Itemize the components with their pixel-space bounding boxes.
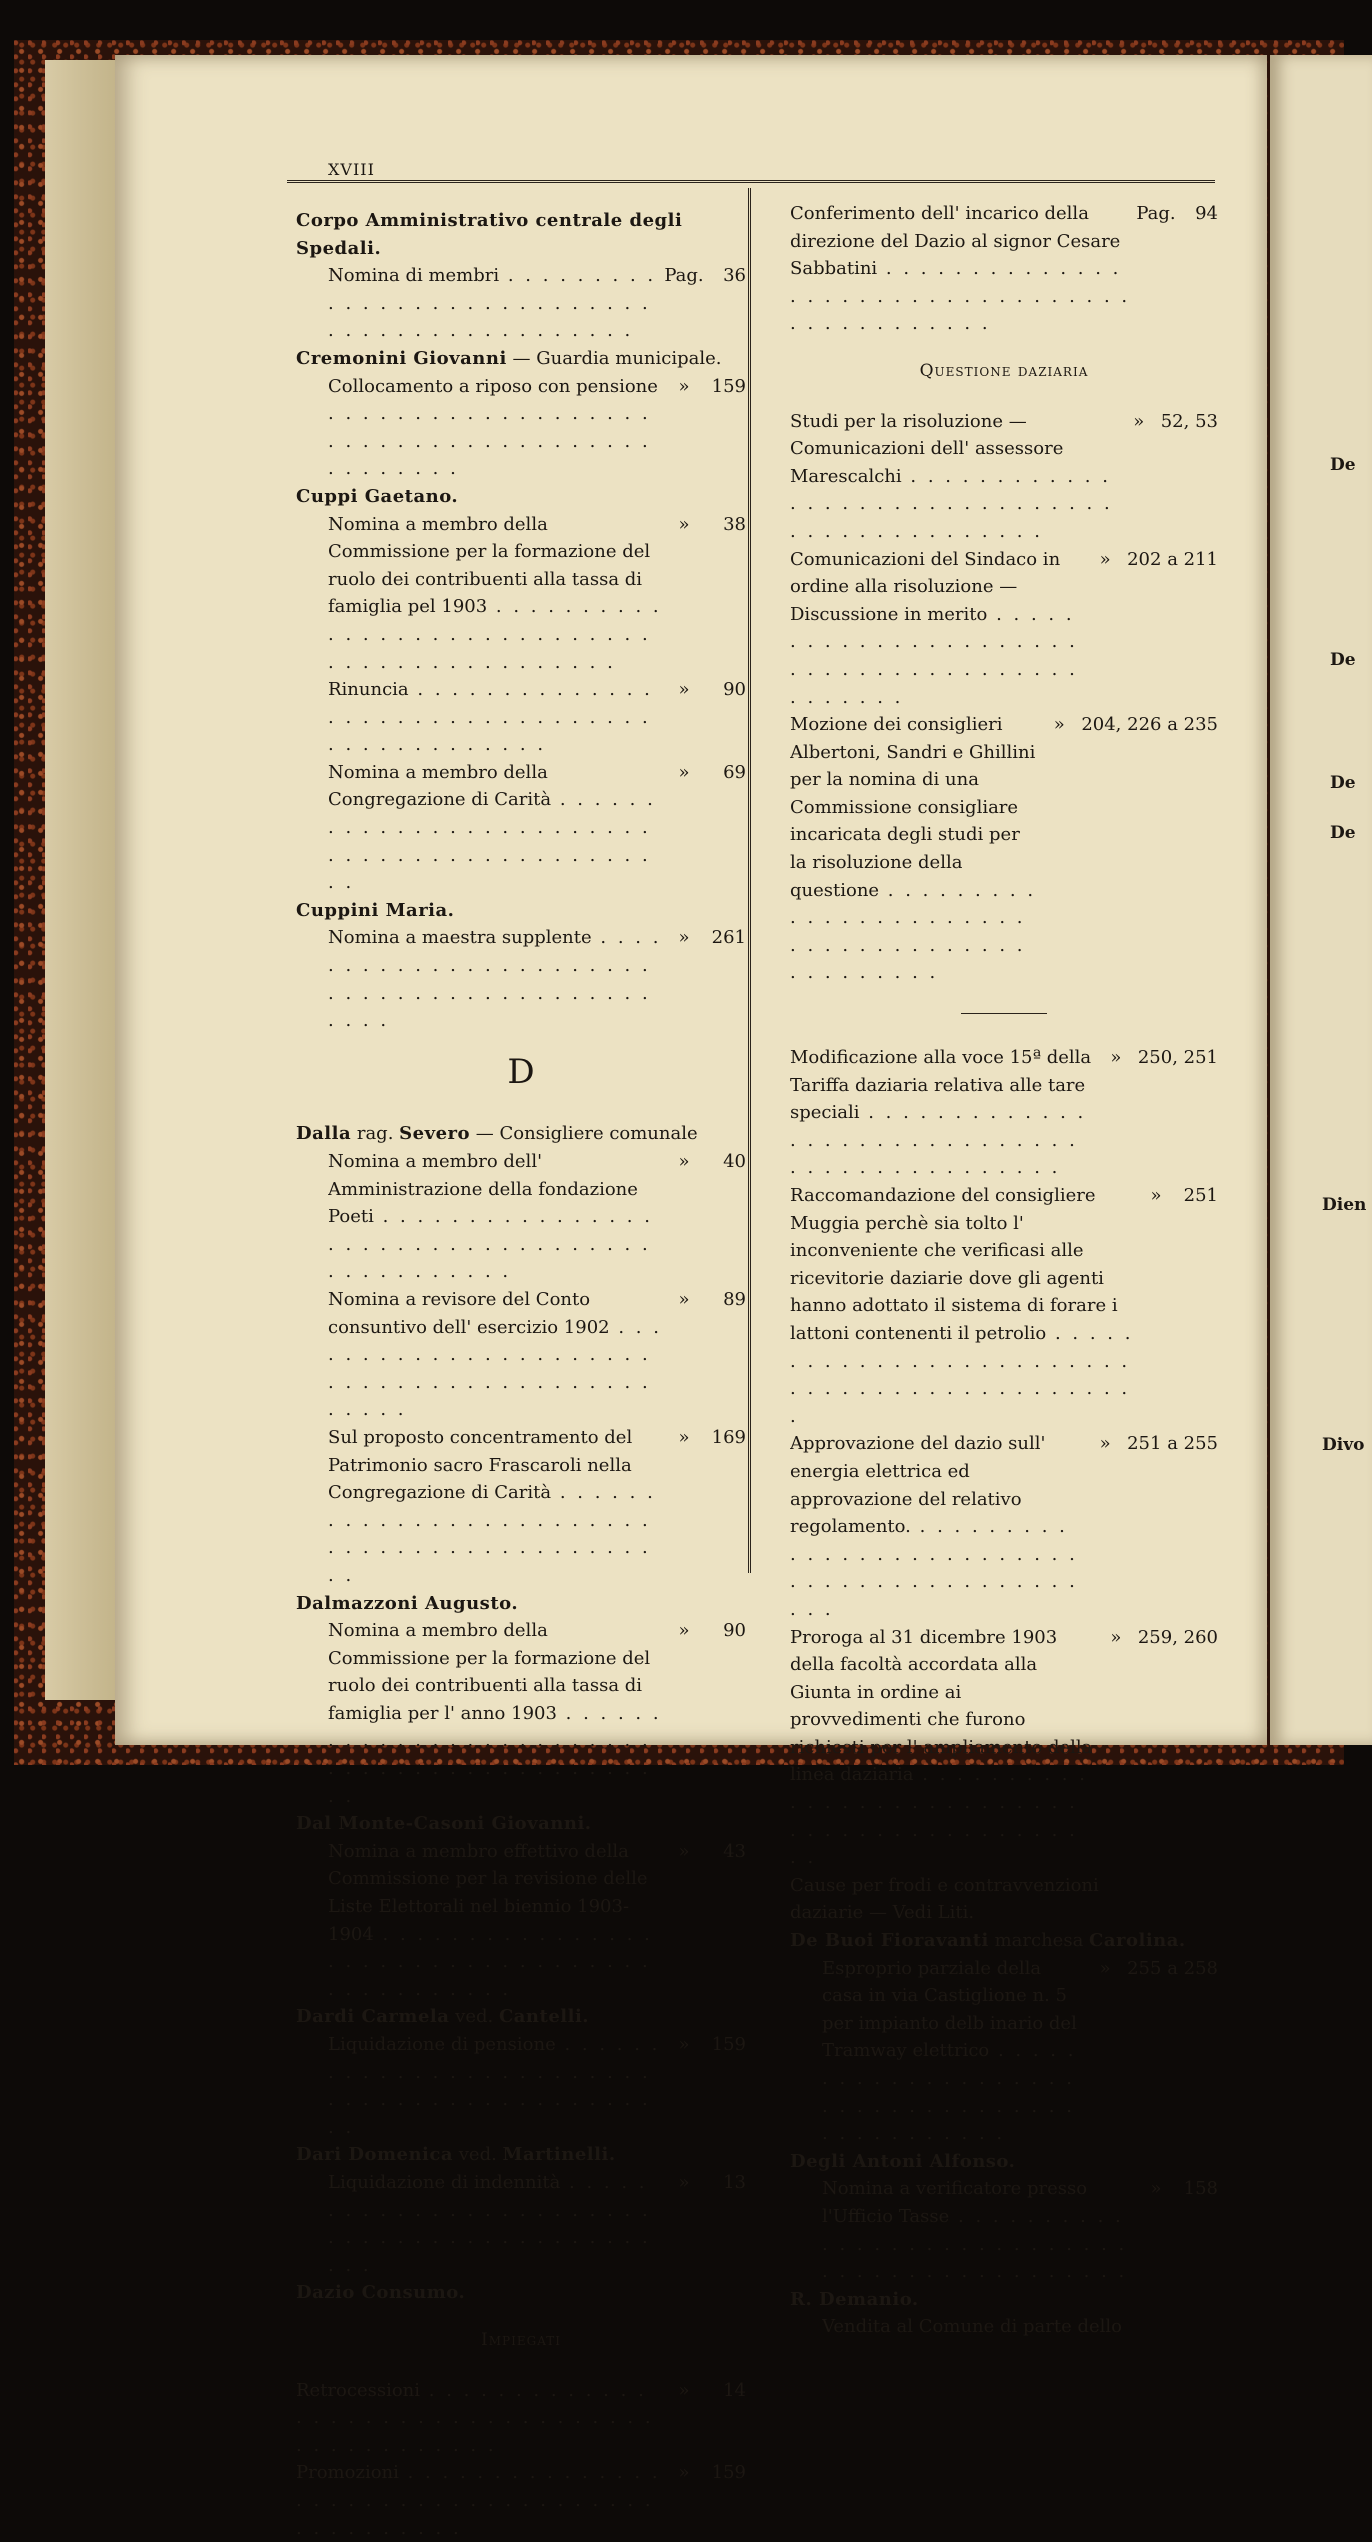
- page-reference: 40: [723, 1151, 746, 1172]
- entry-name: Corpo Amministrativo centrale degli Spedali.: [296, 210, 683, 259]
- page-reference: 259, 260: [1137, 1626, 1218, 1648]
- index-subentry: [790, 1182, 1218, 1430]
- page-reference: 13: [723, 2171, 746, 2193]
- index-subentry: [790, 1872, 1218, 1927]
- page-marker: »: [678, 1288, 690, 1310]
- subentry-text: Nomina di membri . . .: [328, 262, 662, 345]
- subentry-text: Nomina a membro della Commissione per la formazione del ruolo dei contribuenti alla tassa di famiglia per l' anno 1903 . . .: [328, 1617, 662, 1810]
- index-entry: [790, 1927, 1218, 2148]
- index-subentry: [790, 408, 1218, 546]
- subentry-text: Sul proposto concentramento del Patrimonio sacro Frascaroli nella Congregazione di Carità . . .: [328, 1424, 662, 1590]
- page-reference: 250, 251: [1137, 1047, 1218, 1069]
- entry-name: Dari Domenica: [296, 2144, 454, 2166]
- entry-name: Cuppini Maria.: [296, 899, 455, 921]
- subentry-text: Conferimento dell' incarico della direzione del Dazio al signor Cesare Sabbatini . . .: [790, 200, 1134, 338]
- facing-page-fragment: De: [1330, 455, 1356, 475]
- page-reference: 159: [711, 2034, 746, 2055]
- subentry-text: Rinuncia . . .: [328, 676, 662, 759]
- page-reference: 89: [723, 1288, 746, 1310]
- entry-heading: [296, 1810, 746, 1838]
- page-marker: »: [678, 927, 690, 949]
- entry-heading: [790, 2286, 1218, 2314]
- index-entry: [296, 2141, 746, 2279]
- page-marker: »: [1150, 1185, 1162, 1206]
- page-reference: 69: [723, 761, 746, 783]
- page-marker: »: [1053, 714, 1065, 736]
- entry-qualifier: ved.: [449, 2006, 499, 2028]
- subentry-text: Retrocessioni . . .: [296, 2377, 662, 2460]
- entry-name: Degli Antoni Alfonso.: [790, 2150, 1016, 2172]
- page-marker: »: [1099, 1957, 1111, 1979]
- facing-page: [1270, 55, 1372, 1745]
- entry-name: Dalmazzoni Augusto.: [296, 1592, 519, 1614]
- page-reference: 90: [723, 1620, 746, 1642]
- page-reference: 14: [723, 2379, 746, 2401]
- index-subentry: [296, 511, 746, 677]
- index-subentry: [790, 546, 1218, 712]
- index-entry: [296, 897, 746, 1035]
- section-rule: [961, 1013, 1047, 1014]
- index-subentry: [790, 711, 1218, 987]
- page-marker: »: [678, 2462, 690, 2484]
- entry-name-secondary: Severo: [399, 1123, 471, 1145]
- index-subentry: [790, 1430, 1218, 1623]
- index-subentry: [296, 1286, 746, 1424]
- page-reference: 251 a 255: [1127, 1433, 1218, 1455]
- section-heading: Questione daziaria: [919, 360, 1089, 381]
- page-reference: 38: [723, 513, 746, 535]
- index-entry: [296, 1810, 746, 2003]
- index-subentry: [296, 373, 746, 483]
- subentry-text: Nomina a membro dell' Amministrazione della fondazione Poeti . . .: [328, 1148, 662, 1286]
- page-marker: »: [1099, 1433, 1111, 1455]
- subentry-text: Nomina a maestra supplente . . .: [328, 924, 662, 1034]
- entry-name: Dazio Consumo.: [296, 2282, 466, 2304]
- subentry-text: Promozioni . . .: [296, 2459, 662, 2542]
- subentry-text: Studi per la risoluzione — Comunicazioni dell' assessore Marescalchi . . .: [790, 408, 1117, 546]
- subentry-text: Approvazione del dazio sull' energia elettrica ed approvazione del relativo regolamento. . . .: [790, 1430, 1083, 1623]
- index-entry: [790, 1044, 1218, 1927]
- section-letter: D: [507, 1051, 535, 1092]
- index-subentry: [790, 1624, 1218, 1872]
- index-entry: [790, 2148, 1218, 2286]
- index-subentry: [296, 1424, 746, 1590]
- index-subentry: [790, 200, 1218, 338]
- page-reference: 90: [723, 679, 746, 701]
- page-marker: »: [1099, 548, 1111, 570]
- entry-qualifier: rag.: [351, 1123, 400, 1145]
- entry-heading: [296, 2141, 746, 2169]
- entry-qualifier: — Guardia municipale.: [506, 347, 722, 369]
- index-entry: [296, 2377, 746, 2542]
- facing-page-fragment: Dien: [1322, 1195, 1367, 1215]
- subentry-text: Vendita al Comune di parte dello: [822, 2316, 1122, 2338]
- page-reference: 52, 53: [1160, 410, 1218, 432]
- page-marker: »: [1133, 410, 1145, 432]
- page-reference: 159: [711, 2462, 746, 2484]
- page-reference: 94: [1195, 203, 1218, 224]
- index-entry: [790, 2286, 1218, 2341]
- entry-heading: [296, 897, 746, 925]
- page-marker: »: [678, 375, 690, 397]
- index-column-right: [790, 200, 1218, 2341]
- subentry-text: Liquidazione di pensione . . .: [328, 2031, 662, 2141]
- entry-name: Dal Monte-Casoni Giovanni.: [296, 1813, 592, 1835]
- index-subentry: [790, 2313, 1218, 2341]
- page-reference: 36: [723, 265, 746, 287]
- entry-name: De Buoi Fioravanti: [790, 1930, 989, 1952]
- subentry-text: Mozione dei consiglieri Albertoni, Sandri e Ghillini per la nomina di una Commissione consigliare incaricata degli studi per la risoluzione della questione . . .: [790, 711, 1037, 987]
- entry-heading: [296, 2279, 746, 2307]
- page-marker: »: [678, 2034, 690, 2055]
- page-reference: 261: [711, 927, 746, 949]
- entry-name-secondary: Martinelli.: [502, 2144, 616, 2166]
- facing-page-fragment: De: [1330, 773, 1356, 793]
- subentry-text: Cause per frodi e contravvenzioni daziarie — Vedi Liti.: [790, 1874, 1099, 1924]
- index-entry: [296, 345, 746, 483]
- subentry-text: Nomina a membro effettivo della Commissione per la revisione delle Liste Elettorali nel biennio 1903-1904 . . .: [328, 1838, 662, 2004]
- page-marker: »: [678, 761, 690, 783]
- page-reference: 255 a 258: [1127, 1957, 1218, 1979]
- page-marker: Pag.: [664, 265, 704, 287]
- index-subentry: [296, 262, 746, 345]
- entry-heading: [790, 1927, 1218, 1955]
- entry-heading: [296, 483, 746, 511]
- index-subentry: [296, 2169, 746, 2279]
- entry-heading: [790, 2148, 1218, 2176]
- page-reference: 169: [711, 1426, 746, 1448]
- index-entry: [296, 207, 746, 345]
- page-marker: »: [1150, 2178, 1162, 2200]
- page-reference: 159: [711, 375, 746, 397]
- page-reference: 43: [723, 1840, 746, 1862]
- index-subentry: [296, 2031, 746, 2141]
- page-marker: »: [1110, 1047, 1122, 1069]
- entry-heading: [296, 1590, 746, 1618]
- entry-qualifier: marchesa: [988, 1930, 1090, 1952]
- column-divider: [748, 188, 751, 1573]
- subentry-text: Raccomandazione del consigliere Muggia perchè sia tolto l' inconveniente che verificasi alle ricevitorie daziarie dove gli agenti hanno adottato il sistema di forare i lattoni contenenti il petrolio . . .: [790, 1182, 1134, 1430]
- index-entry: [296, 483, 746, 897]
- index-entry: [790, 200, 1218, 338]
- page-marker: »: [678, 2171, 690, 2193]
- page-marker: Pag.: [1136, 203, 1176, 224]
- index-entry: [296, 1120, 746, 1589]
- entry-name-secondary: Carolina.: [1089, 1930, 1186, 1952]
- page-reference: 158: [1183, 2178, 1218, 2200]
- page-number: XVIII: [328, 160, 375, 179]
- index-subentry: [296, 2459, 746, 2542]
- entry-name: Cuppi Gaetano.: [296, 485, 459, 507]
- page-reference: 202 a 211: [1127, 548, 1218, 570]
- index-subentry: [296, 2377, 746, 2460]
- subentry-text: Modificazione alla voce 15ª della Tariffa daziaria relativa alle tare speciali . . .: [790, 1044, 1094, 1182]
- index-entry: [790, 408, 1218, 987]
- index-subentry: [790, 1044, 1218, 1182]
- subentry-text: Esproprio parziale della casa in via Castiglione n. 5 per impianto delb inario del Tramway elettrico . . .: [822, 1955, 1083, 2148]
- subentry-text: Proroga al 31 dicembre 1903 della facoltà accordata alla Giunta in ordine ai provvedimenti che furono richiesti per l' ampliamento della linea daziaria . . .: [790, 1624, 1094, 1872]
- entry-heading: [296, 2003, 746, 2031]
- page-marker: »: [678, 679, 690, 701]
- entry-name: R. Demanio.: [790, 2288, 919, 2310]
- facing-page-fragment: De: [1330, 823, 1356, 843]
- page-marker: »: [678, 1620, 690, 1642]
- entry-heading: [296, 1120, 746, 1148]
- page-reference: 251: [1183, 1185, 1218, 1206]
- page-marker: »: [678, 1840, 690, 1862]
- index-subentry: [296, 1838, 746, 2004]
- index-column-left: [296, 207, 746, 2542]
- page-reference: 204, 226 a 235: [1081, 714, 1218, 736]
- index-subentry: [296, 924, 746, 1034]
- subentry-text: Nomina a membro della Congregazione di Carità . . .: [328, 759, 662, 897]
- header-rule: [287, 180, 1215, 183]
- subentry-text: Nomina a revisore del Conto consuntivo dell' esercizio 1902 . . .: [328, 1286, 662, 1424]
- index-subentry: [296, 1148, 746, 1286]
- subentry-text: Collocamento a riposo con pensione . . .: [328, 373, 662, 483]
- index-entry: [296, 1590, 746, 1811]
- subentry-text: Nomina a membro della Commissione per la formazione del ruolo dei contribuenti alla tassa di famiglia pel 1903 . . .: [328, 511, 662, 677]
- index-entry: [296, 2003, 746, 2141]
- page-marker: »: [1110, 1626, 1122, 1648]
- entry-name: Dardi Carmela: [296, 2006, 450, 2028]
- page-marker: »: [678, 1151, 690, 1172]
- subentry-text: Nomina a verificatore presso l'Ufficio Tasse . . .: [822, 2175, 1134, 2285]
- subentry-text: Comunicazioni del Sindaco in ordine alla risoluzione — Discussione in merito . . .: [790, 546, 1083, 712]
- index-entry: [296, 2279, 746, 2307]
- entry-name: Dalla: [296, 1123, 352, 1145]
- page-marker: »: [678, 1426, 690, 1448]
- section-heading: Impiegati: [481, 2329, 561, 2350]
- entry-name: Cremonini Giovanni: [296, 347, 507, 369]
- entry-heading: [296, 207, 746, 262]
- index-subentry: [296, 1617, 746, 1810]
- page-marker: »: [678, 513, 690, 535]
- page-marker: »: [678, 2379, 690, 2401]
- facing-page-fragment: De: [1330, 650, 1356, 670]
- entry-qualifier: — Consigliere comunale: [470, 1123, 698, 1145]
- index-subentry: [296, 759, 746, 897]
- index-subentry: [790, 1955, 1218, 2148]
- entry-name-secondary: Cantelli.: [498, 2006, 590, 2028]
- facing-page-fragment: Divo: [1322, 1435, 1365, 1455]
- index-subentry: [790, 2175, 1218, 2285]
- subentry-text: Liquidazione di indennità . . .: [328, 2169, 662, 2279]
- index-subentry: [296, 676, 746, 759]
- entry-heading: [296, 345, 746, 373]
- entry-qualifier: ved.: [453, 2144, 503, 2166]
